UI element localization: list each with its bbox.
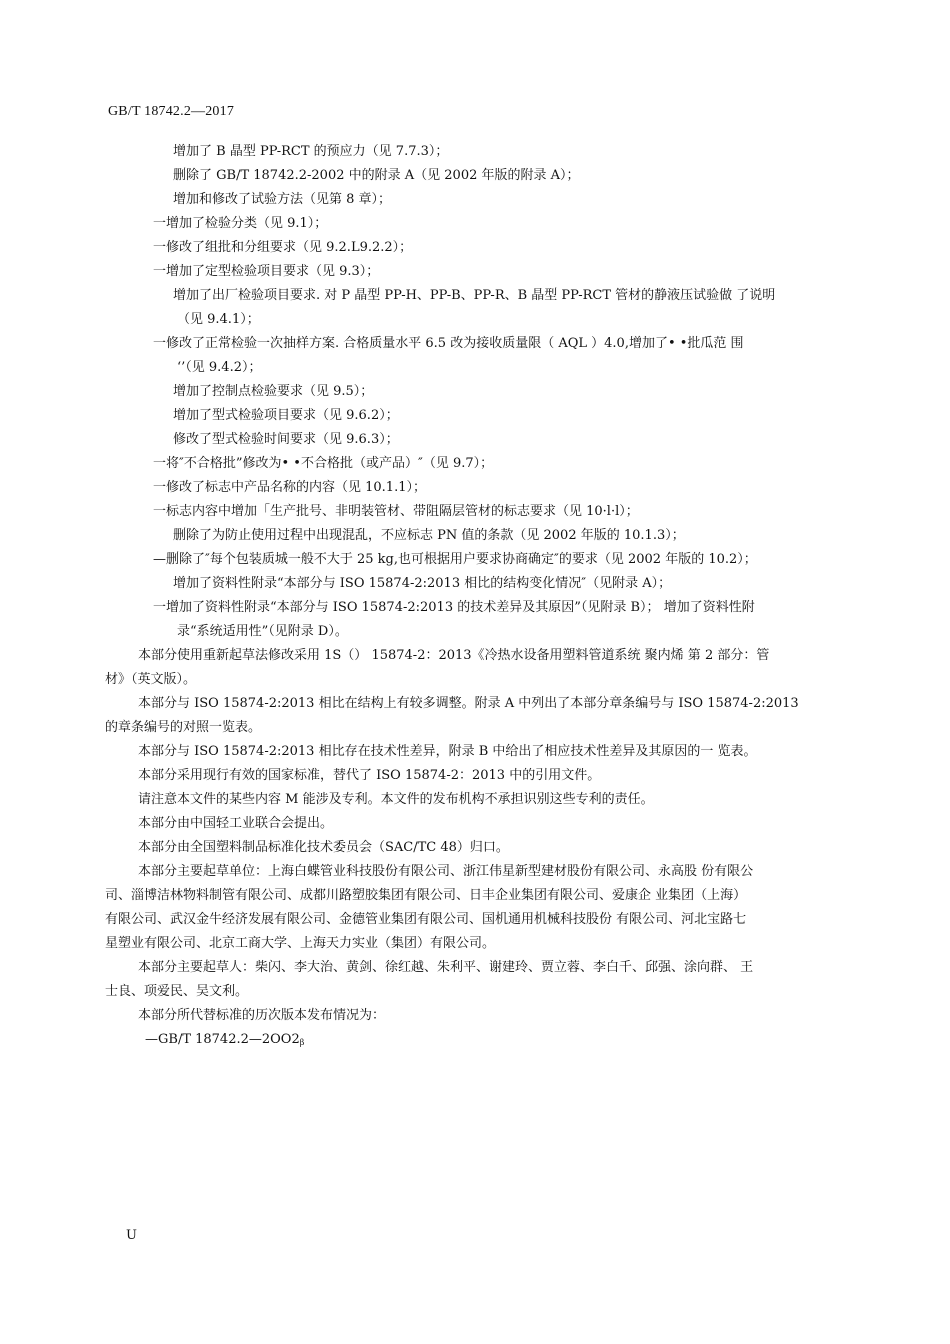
text-line: 增加了型式检验项目要求（见 9.6.2）； [173, 408, 399, 423]
text-line: —GB/T $18742.2—2OO2_\beta$ [145, 1032, 305, 1047]
text-line: 增加了 B 晶型 PP-RCT 的预应力（见 7.7.3）； [173, 144, 449, 159]
document-body [105, 140, 865, 1052]
text-line: 一标志内容中增加「生产批号、非明装管材、带阻隔层管材的标志要求（见 10·l·l）； [153, 504, 639, 519]
text-line: 士良、项爱民、吴文利。 [105, 984, 249, 999]
text-line: 增加了资料性附录“本部分与 ISO 15874-2:2013 相比的结构变化情况″（见附录 A）； [173, 576, 672, 591]
text-line: —删除了″每个包装质城一般不大于 25 kg,也可根据用户要求协商确定″的要求（见 2002 年版的 10.2）； [153, 552, 757, 567]
text-line: 一增加了检验分类（见 9.1）； [153, 216, 328, 231]
text-line: 本部分与 ISO 15874-2:2013 相比存在技术性差异，附录 B 中给出了相应技术性差异及其原因的一 览表。 [138, 744, 757, 759]
text-line: 增加了控制点检验要求（见 9.5）； [173, 384, 374, 399]
text-line: 的章条编号的对照一览表。 [105, 720, 262, 735]
text-line: 删除了为防止使用过程中出现混乱，不应标志 PN 值的条款（见 2002 年版的 10.1.3）； [173, 528, 685, 543]
text-line: 司、淄博洁林物料制管有限公司、成都川路塑胶集团有限公司、日丰企业集团有限公司、爱康企 业集团（上海） [105, 888, 747, 903]
text-line: 请注意本文件的某些内容 M 能涉及专利。本文件的发布机构不承担识别这些专利的责任。 [138, 792, 654, 807]
text-line: ‘’（见 9.4.2）； [177, 360, 262, 375]
text-line: 删除了 GB/T 18742.2-2002 中的附录 A（见 2002 年版的附录 A）； [173, 168, 580, 183]
text-line: 修改了型式检验时间要求（见 9.6.3）； [173, 432, 399, 447]
page-number: U [126, 1228, 137, 1243]
text-line: 录“系统适用性”（见附录 D）。 [177, 624, 348, 639]
text-line: 一增加了资料性附录“本部分与 ISO 15874-2:2013 的技术差异及其原因”（见附录 B）； 增加了资料性附 [153, 600, 755, 615]
text-line: 本部分使用重新起草法修改采用 1S（） 15874-2：2013《冷热水设备用塑料管道系统 聚内烯 第 2 部分：管 [138, 648, 770, 663]
subscript-mark: β [299, 1038, 305, 1047]
text-line: 本部分主要起草单位：上海白蝶管业科技股份有限公司、浙江伟星新型建材股份有限公司、永高股 份有限公 [138, 864, 754, 879]
text-line: 增加和修改了试验方法（见第 8 章）； [173, 192, 392, 207]
text-line: （见 9.4.1）； [177, 312, 260, 327]
text-line: 星塑业有限公司、北京工商大学、上海天力实业（集团）有限公司。 [105, 936, 496, 951]
text-line: 本部分所代替标准的历次版本发布情况为： [138, 1008, 386, 1023]
text-line: 本部分主要起草人：柴闪、李大治、黄剑、徐红越、朱利平、谢建玲、贾立蓉、李白千、邱强、涂向群、 王 [138, 960, 754, 975]
text-line: 增加了出厂检验项目要求. 对 P 晶型 PP-H、PP-B、PP-R、B 晶型 PP-RCT 管材的静液压试验做 了说明 [173, 288, 776, 303]
text-line: 本部分由全国塑料制品标准化技术委员会（SAC/TC 48）归口。 [138, 840, 509, 855]
text-line: 一修改了标志中产品名称的内容（见 10.1.1）； [153, 480, 426, 495]
text-line: 本部分由中国轻工业联合会提出。 [138, 816, 334, 831]
text-line: 本部分与 ISO 15874-2:2013 相比在结构上有较多调整。附录 A 中列出了本部分章条编号与 ISO 15874-2:2013 [138, 696, 799, 711]
text-line: 一修改了正常检验一次抽样方案. 合格质量水平 6.5 改为接收质量限（ AQL ）4.0,增加了• •批瓜范 围 [153, 336, 744, 351]
text-line: 一修改了组批和分组要求（见 9.2.L9.2.2）； [153, 240, 413, 255]
text-line: 一将″不合格批”修改为• •不合格批（或产品）″（见 9.7）； [153, 456, 494, 471]
text-line: 材》（英文版）。 [105, 672, 197, 687]
text-line: 一增加了定型检验项目要求（见 9.3）； [153, 264, 380, 279]
text-line: 本部分采用现行有效的国家标准，替代了 ISO 15874-2：2013 中的引用文件。 [138, 768, 601, 783]
text-line: 有限公司、武汉金牛经济发展有限公司、金德管业集团有限公司、国机通用机械科技股份 有限公司、河北宝路七 [105, 912, 747, 927]
standard-code-header: GB/T 18742.2—2017 [108, 104, 235, 119]
